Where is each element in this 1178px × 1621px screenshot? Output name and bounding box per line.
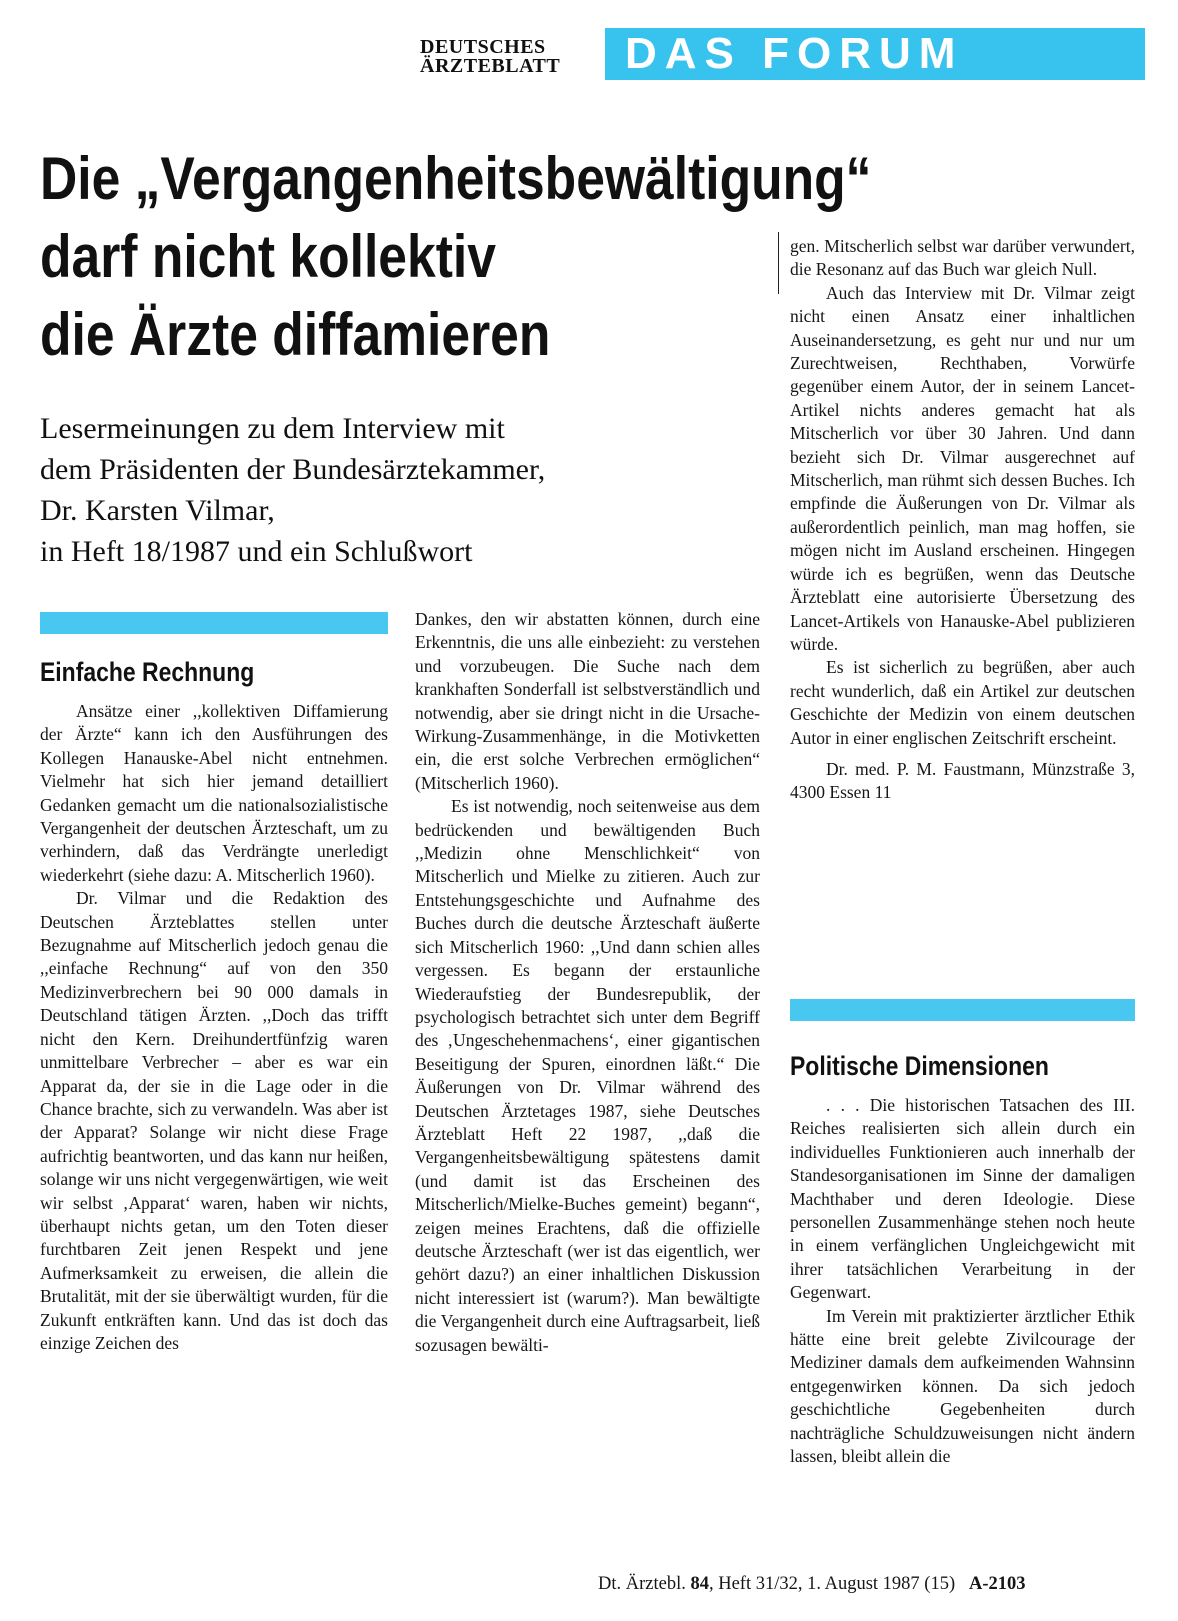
masthead xyxy=(420,38,590,76)
section-banner xyxy=(605,28,1145,80)
section-marker-bar xyxy=(40,612,388,634)
body-paragraph: Im Verein mit praktizierter ärztlicher Ethik hätte eine breit gelebte Zivilcourage der Mediziner damals dem aufkeimenden Wahnsinn entgegenwirken können. Da sich jedoch geschichtliche Gegebenheiten durch nachträgliche Schuldzuweisungen nicht ändern lassen, bleibt allein die xyxy=(790,1305,1135,1467)
subtitle-line-3: Dr. Karsten Vilmar, xyxy=(40,494,275,527)
footer-volume: 84 xyxy=(690,1574,709,1594)
body-paragraph: Es ist notwendig, noch seitenweise aus dem bedrückenden und bewältigenden Buch ,,Medizin ohne Menschlichkeit“ von Mitscherlich und Mielke zu zitieren. Auch zur Entstehungsgeschichte und Aufnahme des Buches durch die deutsche Ärzteschaft äußerte sich Mitscherlich 1960: ,,Und dann schien alles vergessen. Es begann der erstaunliche Wiederaufstieg der Bundesrepublik, der psychologisch betrachtet sich unter dem Begriff des ‚Ungeschehenmachens‘, einer gigantischen Beseitigung der Spuren, einordnen läßt.“ Die Äußerungen von Dr. Vilmar während des Deutschen Ärztetages 1987, siehe Deutsches Ärzteblatt Heft 22 1987, ,,daß die Vergangenheitsbewältigung spätestens damit (und damit ist das Erscheinen des Mitscherlich/Mielke-Buches gemeint) begann“, zeigen meines Erachtens, daß die offizielle deutsche Ärzteschaft (wer ist das eigentlich, wer gehört dazu?) an einer inhaltlichen Diskussion nicht interessiert ist (warum?). Man bewältigte die Vergangenheit durch eine Auftragsarbeit, ließ sozusagen bewälti- xyxy=(415,796,760,1355)
subtitle-line-1: Lesermeinungen zu dem Interview mit xyxy=(40,412,505,445)
letter-heading: Politische Dimensionen xyxy=(790,1051,1049,1081)
article-subtitle xyxy=(40,408,760,572)
headline-line-3: die Ärzte diffamieren xyxy=(40,301,551,368)
letter-1-column-1 xyxy=(40,700,388,1355)
letter-2-column-3 xyxy=(790,1094,1135,1469)
masthead-line-1: DEUTSCHES xyxy=(420,36,546,58)
masthead-line-2: ÄRZTEBLATT xyxy=(420,55,561,77)
section-marker-bar xyxy=(790,999,1135,1021)
footer-journal: Dt. Ärztebl. xyxy=(598,1574,686,1594)
body-paragraph: Ansätze einer ,,kollektiven Diffamierung der Ärzte“ kann ich den Ausführungen des Kollegen Hanauske-Abel nicht entnehmen. Vielmehr hat sich hier jemand detailliert Gedanken gemacht um die nationalsozialistische Vergangenheit der deutschen Ärzteschaft, um zu verhindern, daß das Verdrängte unerledigt wiederkehrt (siehe dazu: A. Mitscherlich 1960). xyxy=(40,701,388,885)
subtitle-line-2: dem Präsidenten der Bundesärztekammer, xyxy=(40,453,546,486)
letter-heading: Einfache Rechnung xyxy=(40,657,255,687)
letter-1-column-3 xyxy=(790,235,1135,805)
subtitle-line-4: in Heft 18/1987 und ein Schlußwort xyxy=(40,535,473,568)
body-paragraph: gen. Mitscherlich selbst war darüber verwundert, die Resonanz auf das Buch war gleich Null. xyxy=(790,236,1135,280)
headline-line-2: darf nicht kollektiv xyxy=(40,223,496,290)
body-paragraph: Dr. Vilmar und die Redaktion des Deutschen Ärzteblattes stellen unter Bezugnahme auf Mitscherlich jedoch genau die ,,einfache Rechnung“ auf von den 350 Medizinverbrechern bei 90 000 damals in Deutschland tätigen Ärzten. ,,Doch das trifft nicht den Kern. Dreihundertfünfzig waren unmittelbare Verbrecher – aber es war ein Apparat da, der sie in die Lage oder in die Chance brachte, sich zu verwandeln. Was aber ist der Apparat? Solange wir nicht diese Frage aufrichtig beantworten, und das kann nur heißen, solange wir uns nicht vergegenwärtigen, wie weit wir selbst ‚Apparat‘ waren, haben wir nichts, überhaupt nichts getan, um den Toten dieser furchtbaren Zeit jenen Respekt und jene Aufmerksamkeit zu erweisen, die allein die Brutalität, mit der sie überwältigt wurden, für die Zukunft entkräften kann. Und das ist doch das einzige Zeichen des xyxy=(40,888,388,1353)
page-number: A-2103 xyxy=(969,1574,1026,1594)
body-paragraph: Es ist sicherlich zu begrüßen, aber auch recht wunderlich, daß ein Artikel zur deutschen Geschichte der Medizin von einem deutschen Autor in einer englischen Zeitschrift erscheint. xyxy=(790,657,1135,748)
headline-line-1: Die „Vergangenheitsbewältigung“ xyxy=(40,145,872,212)
body-paragraph: Auch das Interview mit Dr. Vilmar zeigt nicht einen Ansatz einer inhaltlichen Auseinandersetzung, es geht nur und nur um Zurechtweisen, Rechthaben, Vorwürfe gegenüber einem Autor, der in seinem Lancet-Artikel nichts anderes gemacht hat als Mitscherlich vor über 30 Jahren. Und dann bezieht sich Dr. Vilmar ausgerechnet auf Mitscherlich, man rühmt sich dessen Buches. Ich empfinde die Äußerungen von Dr. Vilmar als außerordentlich peinlich, man mag hoffen, sie mögen nicht im Ausland erscheinen. Hingegen würde ich es begrüßen, wenn das Deutsche Ärzteblatt eine autorisierte Übersetzung des Lancet-Artikels von Hanauske-Abel publizieren würde. xyxy=(790,282,1135,654)
body-paragraph: . . . Die historischen Tatsachen des III. Reiches realisierten sich allein durch ein individuelles Funktionieren auch innerhalb der Standesorganisationen im Sinne der damaligen Machthaber und deren Ideologie. Diese personellen Zusammenhänge stehen noch heute in einem verfänglichen Ungleichgewicht mit ihrer tatsächlichen Verarbeitung in der Gegenwart. xyxy=(790,1095,1135,1303)
author-signature xyxy=(790,758,1135,805)
column-divider xyxy=(778,232,779,294)
signature-text: Dr. med. P. M. Faustmann, Münzstraße 3, 4300 Essen 11 xyxy=(790,758,1135,803)
page-footer xyxy=(598,1574,1026,1595)
section-label: DAS FORUM xyxy=(625,29,964,78)
letter-1-column-2 xyxy=(415,608,760,1357)
body-paragraph: Dankes, den wir abstatten können, durch eine Erkenntnis, die uns alle einbezieht: zu verstehen und vorzubeugen. Die Suche nach dem krankhaften Sonderfall ist selbstverständlich und notwendig, aber sie dringt nicht in die Ursache-Wirkung-Zusammenhänge, in die Motivketten ein, die erst solche Verbrechen ermöglichen“ (Mitscherlich 1960). xyxy=(415,609,760,793)
footer-issue: , Heft 31/32, 1. August 1987 (15) xyxy=(708,1574,956,1594)
